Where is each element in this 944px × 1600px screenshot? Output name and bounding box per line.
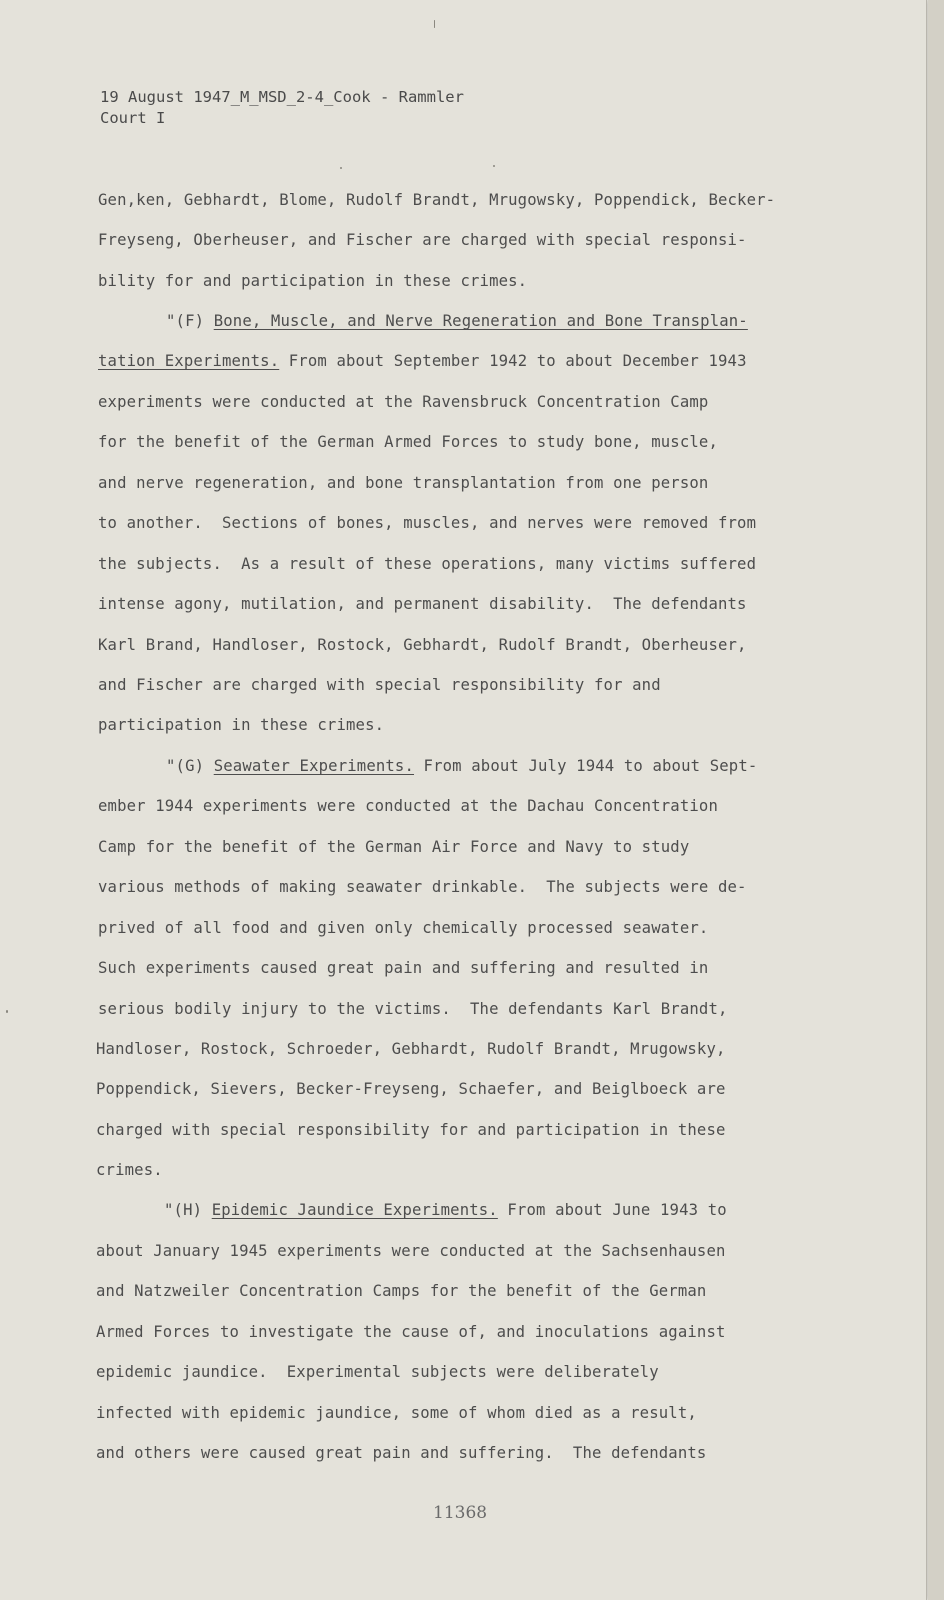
- text-line: the subjects. As a result of these operations, many victims suffered: [98, 555, 757, 573]
- text-line: ember 1944 experiments were conducted at the Dachau Concentration: [98, 797, 718, 815]
- text-line: experiments were conducted at the Ravensbruck Concentration Camp: [98, 393, 709, 411]
- text-line: for the benefit of the German Armed Forces to study bone, muscle,: [98, 433, 718, 451]
- text-line: intense agony, mutilation, and permanent disability. The defendants: [98, 595, 747, 613]
- text-line: epidemic jaundice. Experimental subjects were deliberately: [96, 1363, 659, 1381]
- text-line: and Natzweiler Concentration Camps for the benefit of the German: [96, 1282, 707, 1300]
- text-line: and nerve regeneration, and bone transplantation from one person: [98, 474, 709, 492]
- text-line: to another. Sections of bones, muscles, and nerves were removed from: [98, 514, 757, 532]
- section-f-heading: [166, 311, 748, 331]
- section-f-line: [98, 351, 747, 371]
- header-court: Court I: [100, 109, 166, 127]
- section-h-marker: "(H): [164, 1201, 212, 1219]
- section-h-heading: [164, 1200, 727, 1220]
- page-number: 11368: [433, 1503, 488, 1523]
- text-line: about January 1945 experiments were conducted at the Sachsenhausen: [96, 1242, 726, 1260]
- section-g-title: Seawater Experiments.: [213, 757, 415, 775]
- text-line: Handloser, Rostock, Schroeder, Gebhardt, Rudolf Brandt, Mrugowsky,: [96, 1040, 726, 1058]
- text-line: Such experiments caused great pain and suffering and resulted in: [98, 959, 709, 977]
- section-g-marker: "(G): [166, 757, 214, 775]
- text-line: Camp for the benefit of the German Air Force and Navy to study: [98, 838, 690, 856]
- text-line: bility for and participation in these crimes.: [98, 272, 528, 290]
- paper-speck: [434, 20, 435, 28]
- text-line: various methods of making seawater drinkable. The subjects were de-: [98, 878, 747, 896]
- text-line: Gen,ken, Gebhardt, Blome, Rudolf Brandt, Mrugowsky, Poppendick, Becker-: [98, 191, 776, 209]
- text-line: Poppendick, Sievers, Becker-Freyseng, Schaefer, and Beiglboeck are: [96, 1080, 726, 1098]
- paper-speck: [340, 167, 342, 169]
- section-g-heading: [166, 756, 757, 776]
- text-line: and Fischer are charged with special responsibility for and: [98, 676, 661, 694]
- section-f-title: Bone, Muscle, and Nerve Regeneration and Bone Transplan-: [213, 312, 748, 330]
- text-line: infected with epidemic jaundice, some of whom died as a result,: [96, 1404, 697, 1422]
- text-line: charged with special responsibility for and participation in these: [96, 1121, 726, 1139]
- paper-speck: [493, 165, 495, 167]
- page-edge: [928, 0, 944, 1600]
- section-h-title: Epidemic Jaundice Experiments.: [211, 1201, 498, 1219]
- text-line: From about September 1942 to about December 1943: [279, 352, 747, 370]
- text-line: participation in these crimes.: [98, 716, 385, 734]
- text-line: Freyseng, Oberheuser, and Fischer are charged with special responsi-: [98, 231, 747, 249]
- text-line: From about July 1944 to about Sept-: [414, 757, 758, 775]
- text-line: serious bodily injury to the victims. The defendants Karl Brandt,: [98, 1000, 728, 1018]
- section-f-marker: "(F): [166, 312, 214, 330]
- text-line: and others were caused great pain and suffering. The defendants: [96, 1444, 707, 1462]
- document-header: [100, 87, 464, 129]
- text-line: crimes.: [96, 1161, 163, 1179]
- text-line: prived of all food and given only chemically processed seawater.: [98, 919, 709, 937]
- section-f-title-end: tation Experiments.: [98, 352, 280, 370]
- paper-speck: [6, 1010, 8, 1013]
- text-line: Karl Brand, Handloser, Rostock, Gebhardt, Rudolf Brandt, Oberheuser,: [98, 636, 747, 654]
- text-line: Armed Forces to investigate the cause of, and inoculations against: [96, 1323, 726, 1341]
- text-line: From about June 1943 to: [497, 1201, 727, 1219]
- header-date-line: 19 August 1947_M_MSD_2-4_Cook - Rammler: [100, 88, 464, 106]
